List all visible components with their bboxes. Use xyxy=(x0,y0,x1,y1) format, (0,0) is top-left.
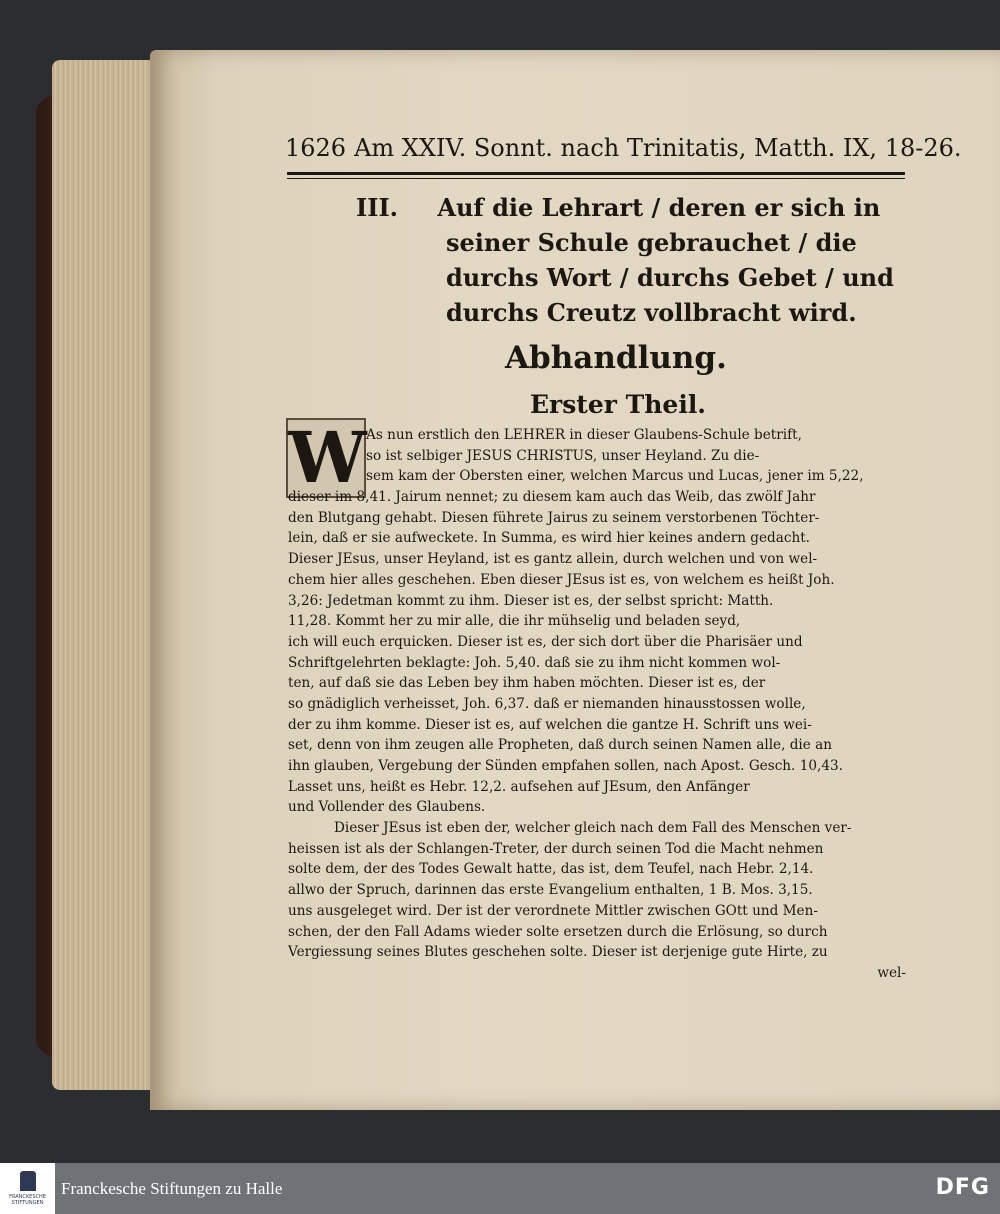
catchword: wel- xyxy=(877,964,906,981)
text-line: ihn glauben, Vergebung der Sünden empfahen sollen, nach Apost. Gesch. 10,43. xyxy=(288,758,843,774)
dfg-logo[interactable]: DFG xyxy=(935,1175,990,1200)
text-line: allwo der Spruch, darinnen das erste Evangelium enthalten, 1 B. Mos. 3,15. xyxy=(288,882,813,899)
text-line: chem hier alles geschehen. Eben dieser JEsus ist es, von welchem es heißt Joh. xyxy=(288,571,835,588)
text-line: so gnädiglich verheisset, Joh. 6,37. daß er niemanden hinausstossen wolle, xyxy=(288,695,806,712)
running-header xyxy=(285,134,962,162)
text-line: dieser im 8,41. Jairum nennet; zu diesem kam auch das Weib, das zwölf Jahr xyxy=(288,489,816,506)
section-number: III. xyxy=(356,193,399,222)
header-rule-thin xyxy=(287,178,905,179)
text-line: ten, auf daß sie das Leben bey ihm haben möchten. Dieser ist es, der xyxy=(288,675,766,692)
viewer-footer xyxy=(0,1163,1000,1214)
text-line: solte dem, der des Todes Gewalt hatte, das ist, dem Teufel, nach Hebr. 2,14. xyxy=(288,861,814,878)
institution-name[interactable]: Franckesche Stiftungen zu Halle xyxy=(61,1178,283,1198)
text-line: schen, der den Fall Adams wieder solte ersetzen durch die Erlösung, so durch xyxy=(288,923,828,940)
text-line: den Blutgang gehabt. Diesen führete Jairus zu seinem verstorbenen Töchter- xyxy=(288,509,820,526)
text-line: set, denn von ihm zeugen alle Propheten, daß durch seinen Namen alle, die an xyxy=(288,737,833,754)
chapter-title: Abhandlung. xyxy=(505,340,727,376)
logo-text: FRANCKESCHE STIFTUNGEN xyxy=(9,1194,46,1206)
text-line: Lasset uns, heißt es Hebr. 12,2. aufsehen auf JEsum, den Anfänger xyxy=(288,778,750,795)
chapter-subtitle: Erster Theil. xyxy=(530,390,707,419)
header-rule xyxy=(287,172,905,175)
body-text xyxy=(288,425,906,984)
drop-cap-initial: W xyxy=(288,416,367,499)
text-line: Schriftgelehrten beklagte: Joh. 5,40. daß sie zu ihm nicht kommen wol- xyxy=(288,654,781,671)
text-line: uns ausgeleget wird. Der ist der verordnete Mittler zwischen GOtt und Men- xyxy=(288,902,818,919)
page-number: 1626 xyxy=(285,134,347,162)
text-line: Dieser JEsus ist eben der, welcher gleich nach dem Fall des Menschen ver- xyxy=(334,820,852,837)
section-heading xyxy=(356,190,910,330)
text-line: so ist selbiger JESUS CHRISTUS, unser Heyland. Zu die- xyxy=(366,447,760,464)
text-line: sem kam der Obersten einer, welchen Marcus und Lucas, jener im 5,22, xyxy=(366,468,864,485)
text-line: ich will euch erquicken. Dieser ist es, der sich dort über die Pharisäer und xyxy=(288,633,803,650)
text-line: Dieser JEsus, unser Heyland, ist es gantz allein, durch welchen und von wel- xyxy=(288,551,818,568)
text-line: lein, daß er sie aufweckete. In Summa, es wird hier keines andern gedacht. xyxy=(288,530,810,547)
text-line: Vergiessung seines Blutes geschehen solte. Dieser ist derjenige gute Hirte, zu xyxy=(288,944,828,961)
text-line: und Vollender des Glaubens. xyxy=(288,799,486,816)
text-line: heissen ist als der Schlangen-Treter, der durch seinen Tod die Macht nehmen xyxy=(288,840,824,857)
text-line: der zu ihm komme. Dieser ist es, auf welchen die gantze H. Schrift uns wei- xyxy=(288,716,812,733)
header-title: Am XXIV. Sonnt. nach Trinitatis, Matth. IX, 18-26. xyxy=(354,134,962,162)
institution-logo[interactable] xyxy=(0,1163,55,1214)
text-line: 3,26: Jedetman kommt zu ihm. Dieser ist es, der selbst spricht: Matth. xyxy=(288,592,774,609)
section-text: Auf die Lehrart / deren er sich in seiner Schule gebrauchet / die durchs Wort / durchs Gebet / und durchs Creutz vollbracht wird. xyxy=(437,193,894,327)
building-icon xyxy=(20,1171,36,1191)
text-line: As nun erstlich den LEHRER in dieser Glaubens-Schule betrift, xyxy=(366,427,802,443)
text-line: 11,28. Kommt her zu mir alle, die ihr mühselig und beladen seyd, xyxy=(288,613,741,630)
